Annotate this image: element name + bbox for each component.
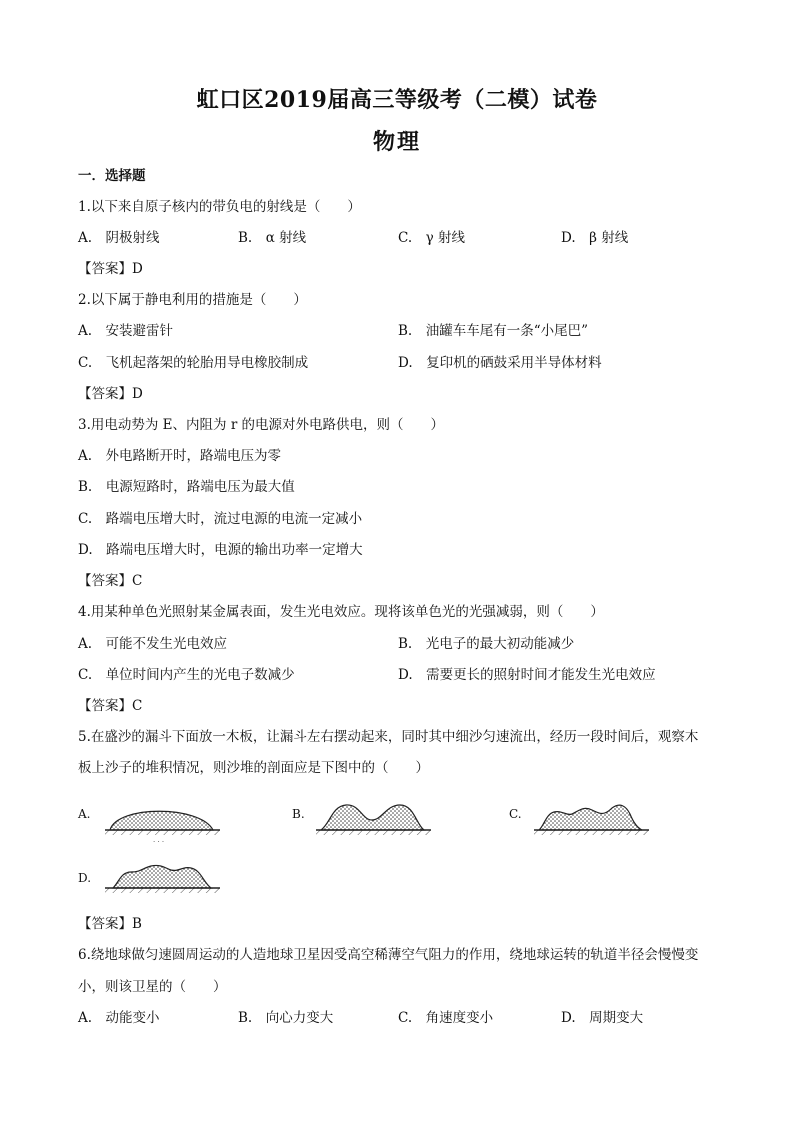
q6-option-b: B. 向心力变大	[238, 1010, 334, 1026]
sand-profile-a	[105, 800, 220, 845]
sand-profile-d	[105, 858, 220, 898]
q3-option-d: D. 路端电压增大时，电源的输出功率一定增大	[78, 542, 363, 558]
q2-option-d: D. 复印机的硒鼓采用半导体材料	[398, 355, 602, 371]
q6-option-a: A. 动能变小	[78, 1010, 160, 1026]
question-3-stem: 3.用电动势为 E、内阻为 r 的电源对外电路供电，则（ ）	[78, 417, 445, 433]
question-5-stem-line-2: 板上沙子的堆积情况，则沙堆的剖面应是下图中的（ ）	[78, 760, 429, 776]
q2-answer: 【答案】D	[78, 386, 143, 402]
svg-text:· · ·: · · ·	[153, 838, 165, 846]
sand-profile-c	[534, 800, 649, 840]
question-6-stem-line-2: 小，则该卫星的（ ）	[78, 979, 227, 995]
q2-option-a: A. 安装避雷针	[78, 323, 174, 339]
q1-option-a: A. 阴极射线	[78, 230, 160, 246]
q3-option-a: A. 外电路断开时，路端电压为零	[78, 448, 282, 464]
q4-option-c: C. 单位时间内产生的光电子数减少	[78, 667, 295, 683]
q5-answer: 【答案】B	[78, 916, 142, 932]
q5-option-b-label: B.	[292, 807, 305, 821]
q1-option-c: C. γ 射线	[398, 230, 465, 246]
question-4-stem: 4.用某种单色光照射某金属表面，发生光电效应。现将该单色光的光强减弱，则（ ）	[78, 604, 604, 620]
q4-option-b: B. 光电子的最大初动能减少	[398, 636, 575, 652]
q3-answer: 【答案】C	[78, 573, 143, 589]
q4-option-a: A. 可能不发生光电效应	[78, 636, 228, 652]
q4-option-d: D. 需要更长的照射时间才能发生光电效应	[398, 667, 656, 683]
q2-option-b: B. 油罐车车尾有一条“小尾巴”	[398, 323, 589, 339]
subject-title: 物理	[372, 129, 421, 155]
question-1-stem: 1.以下来自原子核内的带负电的射线是（ ）	[78, 199, 361, 215]
q2-option-c: C. 飞机起落架的轮胎用导电橡胶制成	[78, 355, 309, 371]
q1-option-d: D. β 射线	[561, 230, 629, 246]
q6-option-c: C. 角速度变小	[398, 1010, 494, 1026]
q5-option-c-label: C.	[509, 807, 522, 821]
q1-option-b: B. α 射线	[238, 230, 307, 246]
question-2-stem: 2.以下属于静电利用的措施是（ ）	[78, 292, 307, 308]
question-6-stem-line-1: 6.绕地球做匀速圆周运动的人造地球卫星因受高空稀薄空气阻力的作用，绕地球运转的轨道半径会慢慢变	[78, 947, 699, 963]
q4-answer: 【答案】C	[78, 698, 143, 714]
q3-option-b: B. 电源短路时，路端电压为最大值	[78, 479, 295, 495]
section-heading: 一．选择题	[78, 168, 146, 184]
q1-answer: 【答案】D	[78, 261, 143, 277]
q5-option-d-label: D.	[78, 871, 92, 885]
exam-title: 虹口区2019届高三等级考（二模）试卷	[196, 87, 598, 113]
question-5-stem-line-1: 5.在盛沙的漏斗下面放一木板，让漏斗左右摆动起来，同时其中细沙匀速流出，经历一段时间后，观察木	[78, 729, 699, 745]
sand-profile-b	[316, 800, 431, 840]
q3-option-c: C. 路端电压增大时，流过电源的电流一定减小	[78, 511, 363, 527]
q6-option-d: D. 周期变大	[561, 1010, 644, 1026]
q5-option-a-label: A.	[78, 807, 91, 821]
